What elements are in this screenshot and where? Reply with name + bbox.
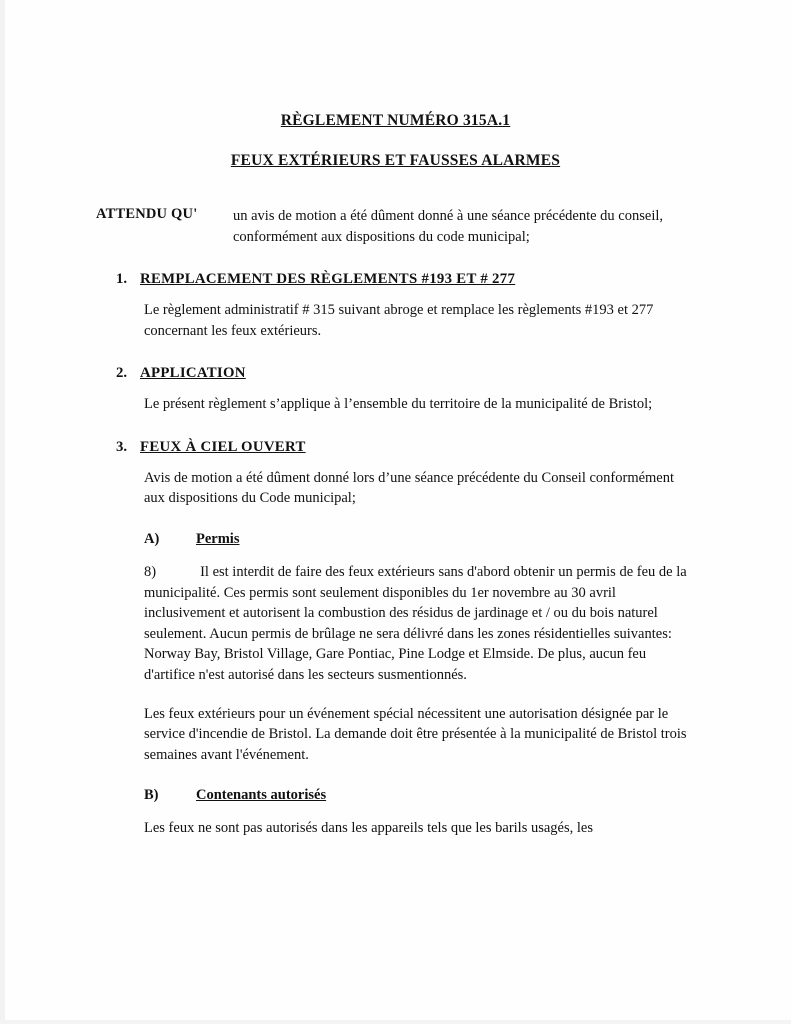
section-1	[0, 271, 791, 341]
section-3-number: 3.	[116, 438, 128, 455]
subsection-a-heading	[144, 531, 699, 548]
subsection-a-paragraph-1: Il est interdit de faire des feux extérieurs sans d'abord obtenir un permis de feu de la municipalité. Ces permis sont seulement disponibles du 1er novembre au 30 avril inclusivement et autorisent la combustion des résidus de jardinage et / ou du bois naturel seulement. Aucun permis de brûlage ne sera délivré dans les zones résidentielles suivantes: Norway Bay, Bristol Village, Gare Pontiac, Pine Lodge et Elmside. De plus, aucun feu d'artifice n'est autorisé dans les secteurs susmentionnés.	[144, 564, 687, 683]
attendu-text: un avis de motion a été dûment donné à une séance précédente du conseil, conformément aux dispositions du code municipal;	[233, 208, 664, 245]
section-2	[0, 365, 791, 415]
attendu-label: ATTENDU QU'	[96, 206, 198, 222]
subsection-a-paragraph-1-wrapper	[144, 562, 699, 685]
page-subtitle: FEUX EXTÉRIEURS ET FAUSSES ALARMES	[230, 152, 561, 169]
section-2-title: APPLICATION	[140, 365, 246, 382]
section-1-number: 1.	[116, 271, 128, 288]
section-1-heading	[96, 271, 699, 288]
subsection-a-paragraph-2: Les feux extérieurs pour un événement spécial nécessitent une autorisation désignée par le service d'incendie de Bristol. La demande doit être présentée à la municipalité de Bristol trois semaines avant l'événement.	[144, 705, 687, 763]
section-2-body: Le présent règlement s’applique à l’ensemble du territoire de la municipalité de Bristol;	[144, 396, 653, 413]
section-3-heading	[96, 439, 699, 456]
section-3	[0, 439, 791, 509]
scan-edge-bottom	[0, 1020, 791, 1024]
section-1-title: REMPLACEMENT DES RÈGLEMENTS #193 ET # 277	[140, 271, 516, 288]
subsection-b	[0, 787, 791, 839]
subsection-a-title: Permis	[196, 531, 240, 548]
section-2-number: 2.	[116, 365, 128, 382]
subsection-b-heading	[144, 787, 699, 804]
section-3-title: FEUX À CIEL OUVERT	[140, 438, 306, 455]
subsection-a	[0, 531, 791, 765]
subsection-b-letter: B)	[144, 787, 159, 804]
subsection-a-letter: A)	[144, 531, 160, 548]
section-1-body: Le règlement administratif # 315 suivant abroge et remplace les règlements #193 et 277 concernant les feux extérieurs.	[144, 302, 654, 339]
page-title: RÈGLEMENT NUMÉRO 315A.1	[280, 112, 511, 129]
subsection-b-paragraph-1: Les feux ne sont pas autorisés dans les appareils tels que les barils usagés, les	[144, 820, 593, 837]
subsection-b-title: Contenants autorisés	[196, 787, 327, 804]
section-3-body: Avis de motion a été dûment donné lors d’une séance précédente du Conseil conformément aux dispositions du Code municipal;	[144, 469, 675, 507]
section-2-heading	[96, 365, 699, 382]
subsection-a-item-number: 8)	[144, 564, 157, 581]
attendu-block	[0, 206, 791, 247]
